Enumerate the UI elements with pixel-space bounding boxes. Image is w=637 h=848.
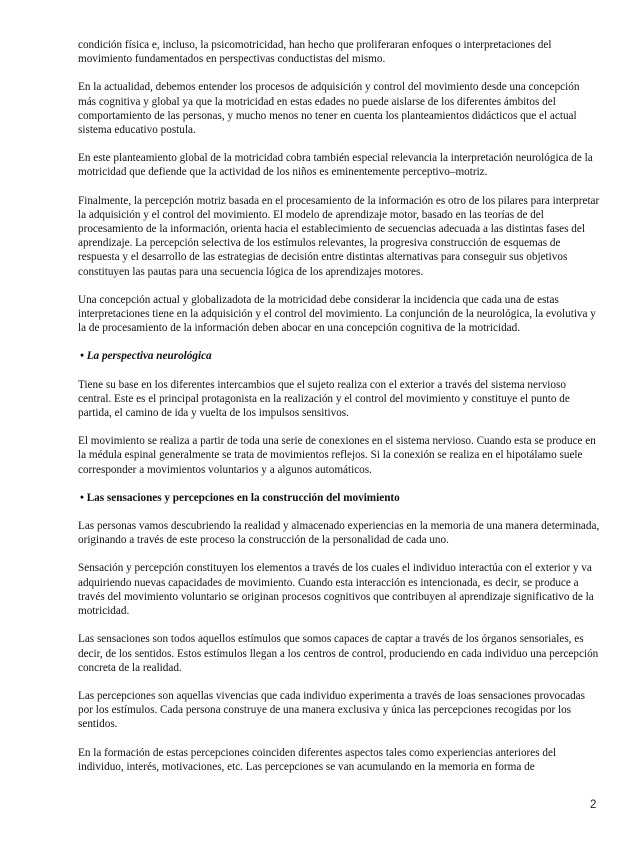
paragraph: condición física e, incluso, la psicomotricidad, han hecho que proliferaran enfoques o interpretaciones del movimiento fundamentados en perspectivas conductistas del mismo. — [78, 39, 552, 66]
paragraph: Las percepciones son aquellas vivencias que cada individuo experimenta a través de loas sensaciones provocadas por los estímulos. Cada persona construye de una manera exclusiva y única las percepciones recogidas por los sentidos. — [78, 689, 585, 731]
paragraph: Las sensaciones son todos aquellos estímulos que somos capaces de captar a través de los órganos sensoriales, es decir, de los sentidos. Estos estímulos llegan a los centros de control, produciendo en cada individuo una percepción concreta de la realidad. — [78, 633, 599, 674]
page-content — [78, 38, 600, 788]
paragraph: Tiene su base en los diferentes intercambios que el sujeto realiza con el exterior a través del sistema nervioso central. Este es el principal protagonista en la realización y el control del movimiento y constituye el punto de partida, el camino de ida y vuelta de los impulsos sensitivos. — [78, 378, 570, 420]
paragraph: En la formación de estas percepciones coinciden diferentes aspectos tales como experiencias anteriores del individuo, interés, motivaciones, etc. Las percepciones se van acumulando en la memoria en forma de — [78, 746, 557, 773]
section-heading-sensations: • Las sensaciones y percepciones en la construcción del movimiento — [80, 491, 400, 504]
paragraph: Las personas vamos descubriendo la realidad y almacenado experiencias en la memoria de una manera determinada, originando a través de este proceso la construcción de la personalidad de cada uno. — [78, 520, 600, 547]
paragraph: El movimiento se realiza a partir de toda una serie de conexiones en el sistema nervioso. Cuando esta se produce en la médula espinal generalmente se trata de movimientos reflejos. Si la conexión se realiza en el hipotálamo suele corresponder a movimientos voluntarios y a algunos automáticos. — [78, 435, 596, 476]
paragraph: Sensación y percepción constituyen los elementos a través de los cuales el individuo interactúa con el exterior y va adquiriendo nuevas capacidades de movimiento. Cuando esta interacción es intencionada, es decir, se produce a través del movimiento voluntario se originan procesos cognitivos que contribuyen al aprendizaje significativo de la motricidad. — [78, 562, 594, 618]
section-heading-neurological: • La perspectiva neurológica — [80, 350, 212, 363]
paragraph: Una concepción actual y globalizadota de la motricidad debe considerar la incidencia que cada una de estas interpretaciones tiene en la adquisición y el control del movimiento. La conjunción de la neurológica, la evolutiva y la de procesamiento de la información deben abocar en una concepción cognitiva de la motricidad. — [78, 293, 596, 335]
paragraph: En este planteamiento global de la motricidad cobra también especial relevancia la interpretación neurológica de la motricidad que defiende que la actividad de los niños es eminentemente perceptivo–motriz. — [78, 152, 593, 179]
paragraph: En la actualidad, debemos entender los procesos de adquisición y control del movimiento desde una concepción más cognitiva y global ya que la motricidad en estas edades no puede aislarse de los diferentes ámbitos del comportamiento de las personas, y mucho menos no tener en cuenta los planteamientos didácticos que el actual sistema educativo postula. — [78, 81, 580, 137]
paragraph: Finalmente, la percepción motriz basada en el procesamiento de la información es otro de los pilares para interpretar la adquisición y el control del movimiento. El modelo de aprendizaje motor, basado en las teorías de del procesamiento de la información, orienta hacia el establecimiento de secuencias adecuada a las distintas fases del aprendizaje. La percepción selectiva de los estímulos relevantes, la progresiva construcción de esquemas de respuesta y el desarrollo de las estrategias de decisión entre distintas alternativas para conseguir sus objetivos constituyen las pautas para una secuencia lógica de los aprendizajes motores. — [78, 194, 600, 278]
page-number: 2 — [590, 799, 597, 811]
